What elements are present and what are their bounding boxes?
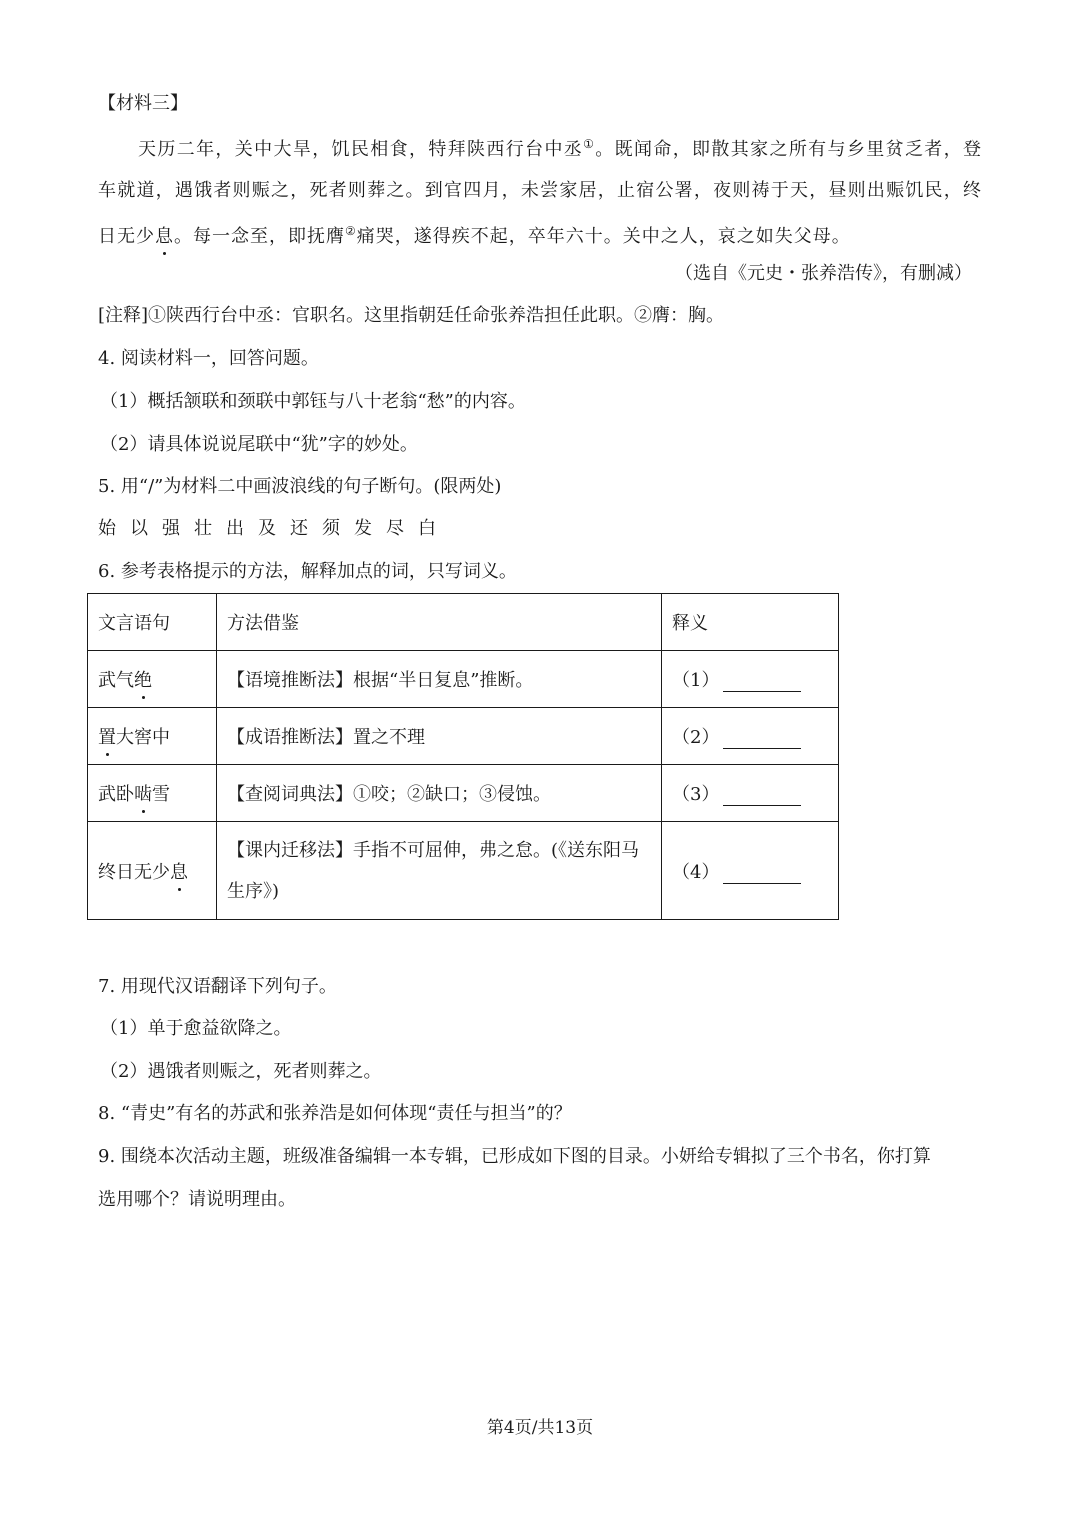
table-header-cell: 释义: [662, 594, 839, 651]
answer-cell: （4）: [662, 822, 839, 920]
dotted-word: 息: [170, 861, 188, 883]
sentence-cell: 武卧啮雪: [88, 765, 217, 822]
table-row: [88, 765, 839, 822]
answer-cell: （3）: [662, 765, 839, 822]
dotted-word: 绝: [134, 670, 152, 691]
question-8: 8. “青史”有名的苏武和张养浩是如何体现“责任与担当”的？: [98, 1103, 572, 1124]
question-9: 9. 围绕本次活动主题，班级准备编辑一本专辑，已形成如下图的目录。小妍给专辑拟了三个书名，你打算: [98, 1146, 931, 1167]
table-row: [88, 708, 839, 765]
note-marker-2: ②: [345, 224, 357, 238]
answer-blank[interactable]: [723, 865, 801, 884]
answer-blank[interactable]: [723, 787, 801, 806]
table-header-cell: 方法借鉴: [217, 594, 662, 651]
annotation-note: [注释]①陕西行台中丞：官职名。这里指朝廷任命张养浩担任此职。②膺：胸。: [98, 305, 725, 326]
sentence-cell: 终日无少息: [88, 822, 217, 920]
question-7: 7. 用现代汉语翻译下列句子。: [98, 976, 337, 997]
question-7-1: （1）单于愈益欲降之。: [100, 1018, 292, 1039]
answer-cell: （2）: [662, 708, 839, 765]
question-4: 4. 阅读材料一，回答问题。: [98, 348, 319, 369]
answer-cell: （1）: [662, 651, 839, 708]
question-6: 6. 参考表格提示的方法，解释加点的词，只写词义。: [98, 561, 517, 582]
method-cell: 【查阅词典法】①咬；②缺口；③侵蚀。: [217, 765, 662, 822]
table-header-row: [88, 594, 839, 651]
note-marker-1: ①: [583, 137, 596, 151]
dotted-word: 置: [98, 727, 116, 748]
question-9-continued: 选用哪个？请说明理由。: [98, 1189, 296, 1210]
table-row: [88, 651, 839, 708]
sentence-cell: 武气绝: [88, 651, 217, 708]
method-cell: 【成语推断法】置之不理: [217, 708, 662, 765]
method-cell: 【课内迁移法】手指不可屈伸，弗之怠。(《送东阳马生序》): [217, 822, 662, 920]
table-row: [88, 822, 839, 920]
dotted-word: 息: [155, 226, 174, 247]
material-three-passage: 天历二年，关中大旱，饥民相食，特拜陕西行台中丞①。既闻命，即散其家之所有与乡里贫乏者，登车就道，遇饿者则赈之，死者则葬之。到官四月，未尝家居，止宿公署，夜则祷于天，昼则出赈饥民，终日无少息。每一念至，即抚膺②痛哭，遂得疾不起，卒年六十。关中之人，哀之如失父母。: [98, 137, 983, 247]
answer-blank[interactable]: [723, 730, 801, 749]
question-4-2: （2）请具体说说尾联中“犹”字的妙处。: [100, 434, 418, 455]
method-cell: 【语境推断法】根据“半日复息”推断。: [217, 651, 662, 708]
vocabulary-table: [87, 593, 839, 920]
question-4-1: （1）概括颔联和颈联中郭钰与八十老翁“愁”的内容。: [100, 391, 526, 412]
sentence-cell: 置大窖中: [88, 708, 217, 765]
dotted-word: 啮: [134, 784, 152, 805]
passage-source: （选自《元史・张养浩传》，有删减）: [675, 263, 972, 284]
material-three-heading: 【材料三】: [98, 93, 188, 114]
question-5: 5. 用“/”为材料二中画波浪线的句子断句。(限两处): [98, 476, 502, 497]
page-number: 第4页/共13页: [486, 1418, 594, 1438]
question-5-sentence: 始以强壮出及还须发尽白: [98, 518, 450, 539]
table-header-cell: 文言语句: [88, 594, 217, 651]
answer-blank[interactable]: [723, 673, 801, 692]
question-7-2: （2）遇饿者则赈之，死者则葬之。: [100, 1061, 382, 1082]
